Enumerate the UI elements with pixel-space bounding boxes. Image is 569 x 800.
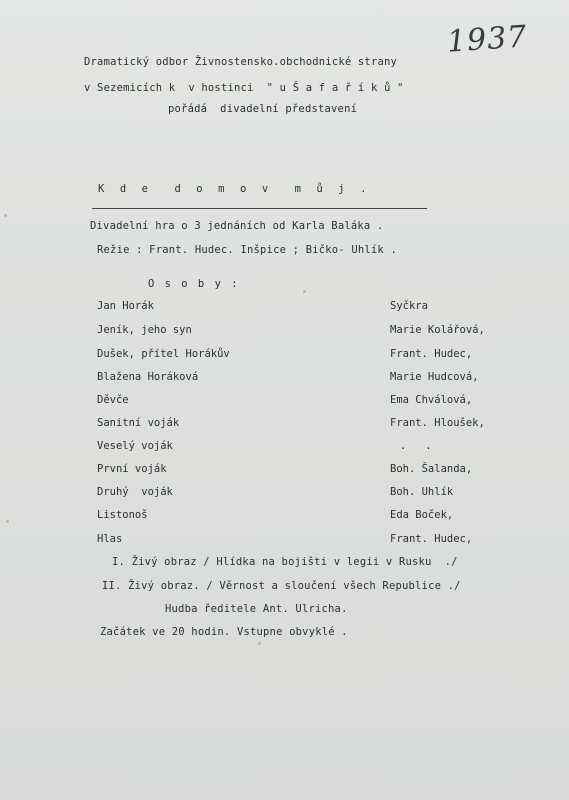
paper-speck — [4, 214, 7, 217]
play-title: K d e d o m o v m ů j . — [98, 183, 372, 195]
cast-role: Děvče — [97, 394, 129, 406]
cast-role: Blažena Horáková — [97, 371, 199, 383]
paper-speck — [258, 642, 261, 645]
cast-role: První voják — [97, 463, 167, 475]
cast-actor: Frant. Hudec, — [390, 348, 473, 360]
paper-speck — [6, 520, 9, 523]
cast-actor: Marie Kolářová, — [390, 324, 485, 336]
start-time-note: Začátek ve 20 hodin. Vstupne obvyklé . — [100, 626, 348, 638]
header-line-2: v Sezemicích k v hostinci " u Š a f a ř í k ů " — [84, 82, 404, 94]
cast-role: Sanitní voják — [97, 417, 180, 429]
cast-actor: Frant. Hudec, — [390, 533, 473, 545]
cast-actor: Ema Chválová, — [390, 394, 473, 406]
cast-actor: Boh. Šalanda, — [390, 463, 473, 475]
cast-role: Dušek, přítel Horákův — [97, 348, 230, 360]
play-direction: Režie : Frant. Hudec. Inšpice ; Bičko- Uhlík . — [97, 244, 397, 256]
tableau-first: I. Živý obraz / Hlídka na bojišti v legii v Rusku ./ — [112, 556, 458, 568]
cast-actor: Marie Hudcová, — [390, 371, 479, 383]
tableau-second: II. Živý obraz. / Věrnost a sloučení všech Republice ./ — [102, 580, 461, 592]
cast-role: Jeník, jeho syn — [97, 324, 192, 336]
cast-actor: Boh. Uhlík — [390, 486, 454, 498]
cast-role: Veselý voják — [97, 440, 173, 452]
cast-actor: Eda Boček, — [390, 509, 454, 521]
play-subtitle: Divadelní hra o 3 jednáních od Karla Baláka . — [90, 220, 384, 232]
header-line-3: pořádá divadelní představení — [168, 103, 358, 115]
cast-actor: Frant. Hloušek, — [390, 417, 485, 429]
paper-speck — [303, 290, 306, 293]
cast-actor: Syčkra — [390, 300, 428, 312]
cast-heading: O s o b y : — [148, 278, 240, 290]
cast-actor: . . — [400, 440, 432, 452]
title-underline — [92, 208, 427, 209]
cast-role: Druhý voják — [97, 486, 173, 498]
music-credit: Hudba ředitele Ant. Ulricha. — [165, 603, 348, 615]
cast-role: Hlas — [97, 533, 123, 545]
cast-role: Jan Horák — [97, 300, 154, 312]
cast-role: Listonoš — [97, 509, 148, 521]
header-line-1: Dramatický odbor Živnostensko.obchodnické strany — [84, 56, 398, 68]
handwritten-year: 1937 — [445, 19, 529, 60]
